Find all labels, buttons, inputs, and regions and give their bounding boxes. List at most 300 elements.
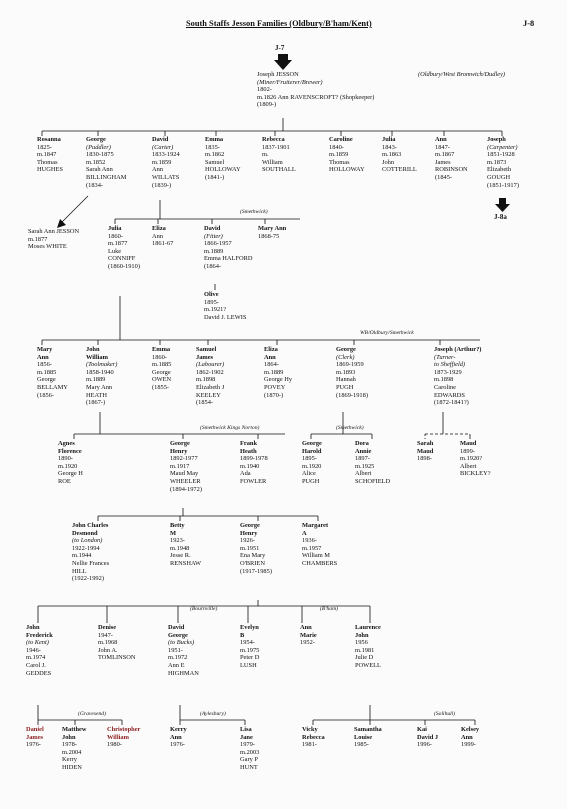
person-detail-line: m.1920? (460, 455, 483, 463)
person-detail-line: WHEELER (170, 477, 201, 485)
person-detail-line: 1979- (240, 741, 255, 749)
person-node (240, 624, 259, 670)
person-detail-line: Kerry (62, 756, 77, 764)
person-detail-line: HUNT (240, 763, 258, 771)
person-detail-line: Emma HALFORD (204, 255, 253, 263)
person-detail-line: 1851-1928 (487, 151, 515, 159)
person-detail-line: David J. LEWIS (204, 313, 247, 321)
person-detail-line: HOLLOWAY (205, 166, 241, 174)
person-detail-line: (Clerk) (336, 353, 355, 361)
down-arrow-icon (495, 198, 510, 212)
person-detail-line: James (196, 353, 214, 361)
place-label: (Gravesend) (78, 711, 106, 717)
person-node (170, 522, 201, 568)
person-detail-line: Olive (204, 291, 219, 298)
person-node (435, 136, 468, 182)
person-detail-line: William (107, 733, 129, 741)
person-detail-line: Rebecca (262, 136, 285, 143)
person-detail-line: COTTERILL (382, 166, 417, 174)
person-detail-line: HUGHES (37, 166, 63, 174)
person-detail-line: Caroline (434, 383, 457, 391)
person-detail-line: George (170, 440, 190, 447)
person-detail-line: 1899- (460, 447, 475, 455)
place-label: (Solihull) (434, 711, 456, 717)
person-node (86, 346, 117, 407)
person-node (108, 225, 140, 271)
person-detail-line: George (336, 346, 356, 353)
person-detail-line: Rosanna (37, 136, 61, 143)
person-detail-line: Sarah (417, 440, 434, 447)
person-detail-line: RENSHAW (170, 559, 202, 567)
person-detail-line: David J (417, 733, 439, 741)
person-detail-line: (1841-) (205, 173, 225, 181)
person-detail-line: Kai (417, 726, 427, 733)
person-detail-line: (Carter) (152, 143, 174, 151)
down-arrow-icon (274, 54, 292, 70)
person-detail-line: 1869-1959 (336, 361, 364, 369)
patriarch-born: 1802- (257, 86, 272, 94)
person-detail-line: m.1863 (382, 151, 402, 159)
place-label: (Aylesbury) (200, 711, 226, 717)
person-node (417, 726, 438, 749)
person-detail-line: Carol J. (26, 661, 46, 669)
person-detail-line: Florence (58, 447, 82, 455)
person-detail-line: 1951- (168, 646, 183, 654)
person-detail-line: George (37, 376, 56, 384)
person-detail-line: 1895- (204, 298, 219, 306)
person-node (152, 136, 180, 189)
person-detail-line: m.1893 (336, 368, 356, 376)
person-detail-line: Evelyn (240, 624, 259, 631)
person-detail-line: 1858-1940 (86, 368, 114, 376)
person-detail-line: Desmond (72, 529, 98, 537)
person-detail-line: m.1944 (72, 552, 92, 560)
person-detail-line: Eliza (152, 225, 166, 232)
person-detail-line: (1870-) (264, 391, 284, 399)
person-detail-line: 1830-1875 (86, 151, 114, 159)
person-detail-line: Agnes (58, 440, 75, 447)
patriarch-node (257, 71, 374, 109)
person-detail-line: John (26, 624, 40, 631)
person-detail-line: Ann E (168, 661, 185, 669)
person-detail-line: John Charles (72, 522, 109, 529)
person-detail-line: Eliza (264, 346, 278, 353)
person-detail-line: 1890- (58, 455, 73, 463)
person-detail-line: Albert (355, 470, 372, 478)
person-detail-line: (to Bucks) (168, 639, 195, 647)
person-detail-line: (1839-) (152, 181, 172, 189)
person-detail-line: David (204, 225, 221, 232)
person-detail-line: KEELEY (196, 391, 221, 399)
person-detail-line: George (302, 440, 322, 447)
person-detail-line: 1976- (170, 741, 185, 749)
person-detail-line: (Toolmaker) (86, 361, 118, 369)
person-detail-line: 1956 (355, 639, 368, 647)
person-detail-line: (1855- (152, 383, 170, 391)
person-detail-line: 1837-1901 (262, 143, 290, 151)
person-node (417, 440, 433, 463)
person-node (302, 726, 325, 749)
person-node (168, 624, 199, 677)
person-detail-line: Kelsey (461, 726, 480, 733)
person-node (264, 346, 292, 399)
person-detail-line: m.1920 (302, 462, 322, 470)
person-detail-line: 1985- (354, 741, 369, 749)
person-detail-line: O'BRIEN (240, 559, 265, 567)
person-node (262, 136, 296, 174)
person-detail-line: 1980- (107, 741, 122, 749)
person-detail-line: William M (302, 552, 330, 560)
person-detail-line: ROE (58, 477, 71, 485)
person-detail-line: 1996- (417, 741, 432, 749)
person-detail-line: m.1877 (108, 240, 128, 248)
person-detail-line: 1847- (435, 143, 450, 151)
person-detail-line: Thomas (329, 158, 350, 166)
person-detail-line: John (62, 733, 76, 741)
person-detail-line: 1978- (62, 741, 77, 749)
person-detail-line: Ann (264, 353, 276, 361)
person-detail-line: m.2003 (240, 748, 260, 756)
person-detail-line: m.1859 (152, 158, 172, 166)
person-detail-line: m.1951 (240, 544, 260, 552)
person-detail-line: OWEN (152, 376, 172, 384)
patriarch-name: Joseph JESSON (257, 71, 299, 78)
person-detail-line: POWELL (355, 661, 381, 669)
person-node (196, 346, 224, 407)
person-detail-line: (Fitter) (204, 232, 223, 240)
person-detail-line: Ann (152, 166, 164, 174)
person-detail-line: BICKLEY? (460, 470, 491, 478)
person-detail-line: David (168, 624, 185, 631)
person-detail-line: Ada (240, 470, 251, 478)
person-detail-line: A (302, 529, 307, 537)
person-detail-line: m.1862 (205, 151, 225, 159)
person-detail-line: Ann (461, 733, 473, 741)
person-detail-line: (1917-1985) (240, 567, 272, 575)
person-node (72, 522, 109, 583)
person-detail-line: George (86, 136, 106, 143)
person-detail-line: Maud (460, 440, 477, 447)
person-detail-line: m.1852 (86, 158, 106, 166)
person-detail-line: m.1847 (37, 151, 57, 159)
person-detail-line: CHAMBERS (302, 559, 338, 567)
person-detail-line: (to London) (72, 537, 103, 545)
person-node (28, 228, 79, 251)
person-detail-line: m.1859 (329, 151, 349, 159)
person-detail-line: Betty (170, 522, 185, 529)
person-detail-line: John (355, 631, 369, 639)
person-detail-line: Sarah Ann JESSON (28, 228, 80, 235)
person-node (204, 225, 252, 271)
person-detail-line: (Carpenter) (487, 143, 518, 151)
person-detail-line: Mary (37, 346, 53, 353)
person-detail-line: 1895- (302, 455, 317, 463)
person-detail-line: FOWLER (240, 477, 267, 485)
person-detail-line: M (170, 529, 177, 537)
person-detail-line: 1922-1994 (72, 544, 100, 552)
person-node (62, 726, 87, 772)
person-node (170, 440, 202, 493)
place-label: (Smethwick) (336, 425, 364, 431)
person-detail-line: m.1972 (168, 654, 188, 662)
person-detail-line: Frederick (26, 631, 53, 639)
person-detail-line: POVEY (264, 383, 286, 391)
continuation-reference: J-8a (494, 213, 507, 221)
person-detail-line: 1840- (329, 143, 344, 151)
person-node (354, 726, 382, 749)
person-detail-line: Julie D (355, 654, 374, 662)
person-detail-line: Mary Ann (258, 225, 287, 232)
person-node (26, 624, 53, 677)
person-detail-line: m.1877 (28, 235, 48, 243)
person-detail-line: Luke (108, 247, 122, 255)
person-detail-line: m. (262, 151, 269, 159)
person-detail-line: 1833-1924 (152, 151, 180, 159)
person-node (355, 624, 381, 670)
person-detail-line: Daniel (26, 726, 44, 733)
person-detail-line: m.1917 (170, 462, 190, 470)
person-detail-line: (1860-1910) (108, 262, 140, 270)
person-detail-line: WILLATS (152, 173, 180, 181)
person-detail-line: 1976- (26, 741, 41, 749)
person-detail-line: Matthew (62, 726, 87, 733)
person-detail-line: Hannah (336, 376, 356, 384)
person-node (152, 346, 171, 392)
person-detail-line: HOLLOWAY (329, 166, 365, 174)
person-detail-line: m.1898 (434, 376, 454, 384)
person-detail-line: Laurence (355, 624, 381, 631)
person-node (300, 624, 317, 647)
person-detail-line: (to Kent) (26, 639, 49, 647)
person-node (460, 440, 491, 478)
person-detail-line: Lisa (240, 726, 252, 733)
person-detail-line: (1856- (37, 391, 55, 399)
person-detail-line: Mary Ann (86, 383, 113, 391)
person-detail-line: 1864- (264, 361, 279, 369)
person-detail-line: HIGHMAN (168, 669, 199, 677)
person-detail-line: Joseph (Arthur?) (434, 346, 482, 353)
person-node (355, 440, 390, 486)
person-detail-line: 1825- (37, 143, 52, 151)
person-node (487, 136, 519, 189)
place-label: (Smethwick) (240, 209, 268, 215)
person-detail-line: John A. (98, 646, 118, 654)
person-detail-line: (1922-1992) (72, 575, 104, 583)
person-node (240, 522, 272, 575)
person-detail-line: George Hy (264, 376, 293, 384)
person-detail-line: PUGH (336, 383, 354, 391)
person-detail-line: Ann (435, 136, 447, 143)
person-detail-line: BELLAMY (37, 383, 68, 391)
person-detail-line: 1862-1902 (196, 368, 224, 376)
person-detail-line: Samuel (196, 346, 217, 353)
person-detail-line: (1867-) (86, 399, 106, 407)
person-node (86, 136, 126, 189)
place-label: (B'ham) (320, 606, 338, 612)
person-node (329, 136, 365, 174)
person-detail-line: m.1889 (204, 247, 224, 255)
person-node (258, 225, 286, 240)
person-detail-line: 1892-1977 (170, 455, 198, 463)
person-detail-line: Annie (355, 447, 372, 455)
person-node (382, 136, 417, 174)
person-detail-line: Marie (300, 631, 317, 639)
person-detail-line: CONNIFF (108, 255, 136, 263)
person-detail-line: m.1898 (196, 376, 216, 384)
person-detail-line: 1926- (240, 537, 255, 545)
person-detail-line: Ann (37, 353, 49, 361)
person-detail-line: GEDDES (26, 669, 52, 677)
person-node (240, 440, 268, 486)
person-detail-line: GOUGH (487, 173, 511, 181)
place-label: (Smethwick Kings Norton) (200, 425, 260, 431)
person-node (170, 726, 187, 749)
person-detail-line: Gary P (240, 756, 258, 764)
person-node (240, 726, 259, 772)
person-detail-line: 1866-1957 (204, 240, 232, 248)
person-detail-line: 1868-75 (258, 232, 280, 240)
person-detail-line: Frank (240, 440, 258, 447)
person-detail-line: 1899-1978 (240, 455, 268, 463)
person-node (58, 440, 83, 486)
person-node (336, 346, 368, 399)
patriarch-spouse-dates: (1809-) (257, 101, 277, 109)
person-detail-line: BILLINGHAM (86, 173, 127, 181)
person-detail-line: Christopher (107, 726, 141, 733)
patriarch-occupation: (Miner/Fruiterer/Brewer) (257, 78, 323, 86)
person-detail-line: Caroline (329, 136, 353, 143)
person-detail-line: George H (58, 470, 83, 478)
person-detail-line: 1981- (302, 741, 317, 749)
person-detail-line: (Labourer) (196, 361, 225, 369)
person-detail-line: 1946- (26, 646, 41, 654)
person-detail-line: B (240, 631, 245, 639)
person-node (37, 136, 63, 174)
person-detail-line: (1834- (86, 181, 104, 189)
person-detail-line: m.1975 (240, 646, 260, 654)
person-detail-line: 1835- (205, 143, 220, 151)
page-reference: J-8 (523, 19, 535, 28)
person-detail-line: Elizabeth J (196, 383, 225, 391)
person-detail-line: Samantha (354, 726, 382, 733)
person-detail-line: HIDEN (62, 763, 82, 771)
place-label: (Bournville) (190, 606, 218, 612)
person-detail-line: m.1974 (26, 654, 46, 662)
person-detail-line: Rebecca (302, 733, 325, 741)
person-detail-line: Ann (170, 733, 182, 741)
person-detail-line: PUGH (302, 477, 320, 485)
person-detail-line: m.1873 (487, 158, 507, 166)
person-detail-line: LUSH (240, 661, 257, 669)
person-detail-line: James (26, 733, 44, 741)
person-detail-line: m.1921? (204, 306, 227, 314)
person-detail-line: Peter D (240, 654, 260, 662)
person-detail-line: (1854- (196, 399, 214, 407)
top-reference: J-7 (275, 44, 285, 52)
person-detail-line: m.1885 (37, 368, 57, 376)
patriarch-location: (Oldbury/West Bromwich/Dudley) (418, 71, 506, 78)
person-detail-line: David (152, 136, 169, 143)
person-detail-line: John (382, 158, 395, 166)
person-detail-line: 1952- (300, 639, 315, 647)
person-detail-line: Henry (240, 529, 258, 537)
person-detail-line: Albert (460, 462, 477, 470)
patriarch-marriage: m.1826 Ann RAVENSCROFT? (Shopkeeper) (257, 93, 375, 101)
person-detail-line: EDWARDS (434, 391, 465, 399)
person-detail-line: (1845- (435, 173, 453, 181)
person-detail-line: John (86, 346, 100, 353)
person-detail-line: m.1940 (240, 462, 260, 470)
person-node (204, 291, 246, 321)
page-title: South Staffs Jesson Families (Oldbury/B'ham/Kent) (186, 19, 372, 28)
person-detail-line: Ann (152, 232, 164, 240)
person-detail-line: TOMLINSON (98, 654, 136, 662)
person-detail-line: (1872-1841?) (434, 399, 469, 407)
place-label: WB/Oldbury/Smethwick (360, 330, 414, 336)
person-detail-line: SCHOFIELD (355, 477, 391, 485)
person-detail-line: m.1920 (58, 462, 78, 470)
person-detail-line: Moses WHITE (28, 243, 67, 251)
person-detail-line: Samuel (205, 158, 225, 166)
person-detail-line: James (435, 158, 451, 166)
person-detail-line: 1999- (461, 741, 476, 749)
person-detail-line: m.1885 (152, 361, 172, 369)
person-detail-line: m.1889 (86, 376, 106, 384)
person-detail-line: ROBINSON (435, 166, 468, 174)
person-detail-line: (Puddler) (86, 143, 111, 151)
person-detail-line: Ena Mary (240, 552, 266, 560)
person-detail-line: Jane (240, 733, 253, 741)
person-node (37, 346, 68, 399)
person-detail-line: (1864- (204, 262, 222, 270)
person-detail-line: Alice (302, 470, 316, 478)
arrow-head-icon (57, 219, 66, 228)
person-node (107, 726, 140, 749)
person-detail-line: 1860- (108, 232, 123, 240)
person-detail-line: SOUTHALL (262, 166, 296, 174)
person-detail-line: 1936- (302, 537, 317, 545)
person-detail-line: m.1957 (302, 544, 322, 552)
person-detail-line: Harold (302, 447, 322, 455)
person-detail-line: Henry (170, 447, 188, 455)
person-node (98, 624, 136, 662)
person-node (26, 726, 44, 749)
person-detail-line: 1861-67 (152, 240, 174, 248)
person-detail-line: George (152, 368, 171, 376)
person-detail-line: m.1889 (264, 368, 284, 376)
person-detail-line: Margaret (302, 522, 329, 529)
person-detail-line: (Turner- (434, 353, 456, 361)
person-detail-line: HEATH (86, 391, 107, 399)
person-detail-line: Louise (354, 733, 373, 741)
person-detail-line: Emma (205, 136, 224, 143)
person-detail-line: m.1968 (98, 639, 118, 647)
person-detail-line: Emma (152, 346, 171, 353)
person-detail-line: Elizabeth (487, 166, 512, 174)
person-detail-line: m.2004 (62, 748, 82, 756)
person-detail-line: (1869-1918) (336, 391, 368, 399)
person-detail-line: 1873-1929 (434, 368, 462, 376)
person-detail-line: Nellie Frances (72, 559, 110, 567)
person-node (302, 440, 322, 486)
person-detail-line: (1851-1917) (487, 181, 519, 189)
person-detail-line: Vicky (302, 726, 318, 733)
person-detail-line: Maud (417, 447, 434, 455)
person-detail-line: Heath (240, 447, 257, 455)
person-detail-line: 1898- (417, 455, 432, 463)
person-detail-line: Dora (355, 440, 369, 447)
person-detail-line: Joseph (487, 136, 506, 143)
